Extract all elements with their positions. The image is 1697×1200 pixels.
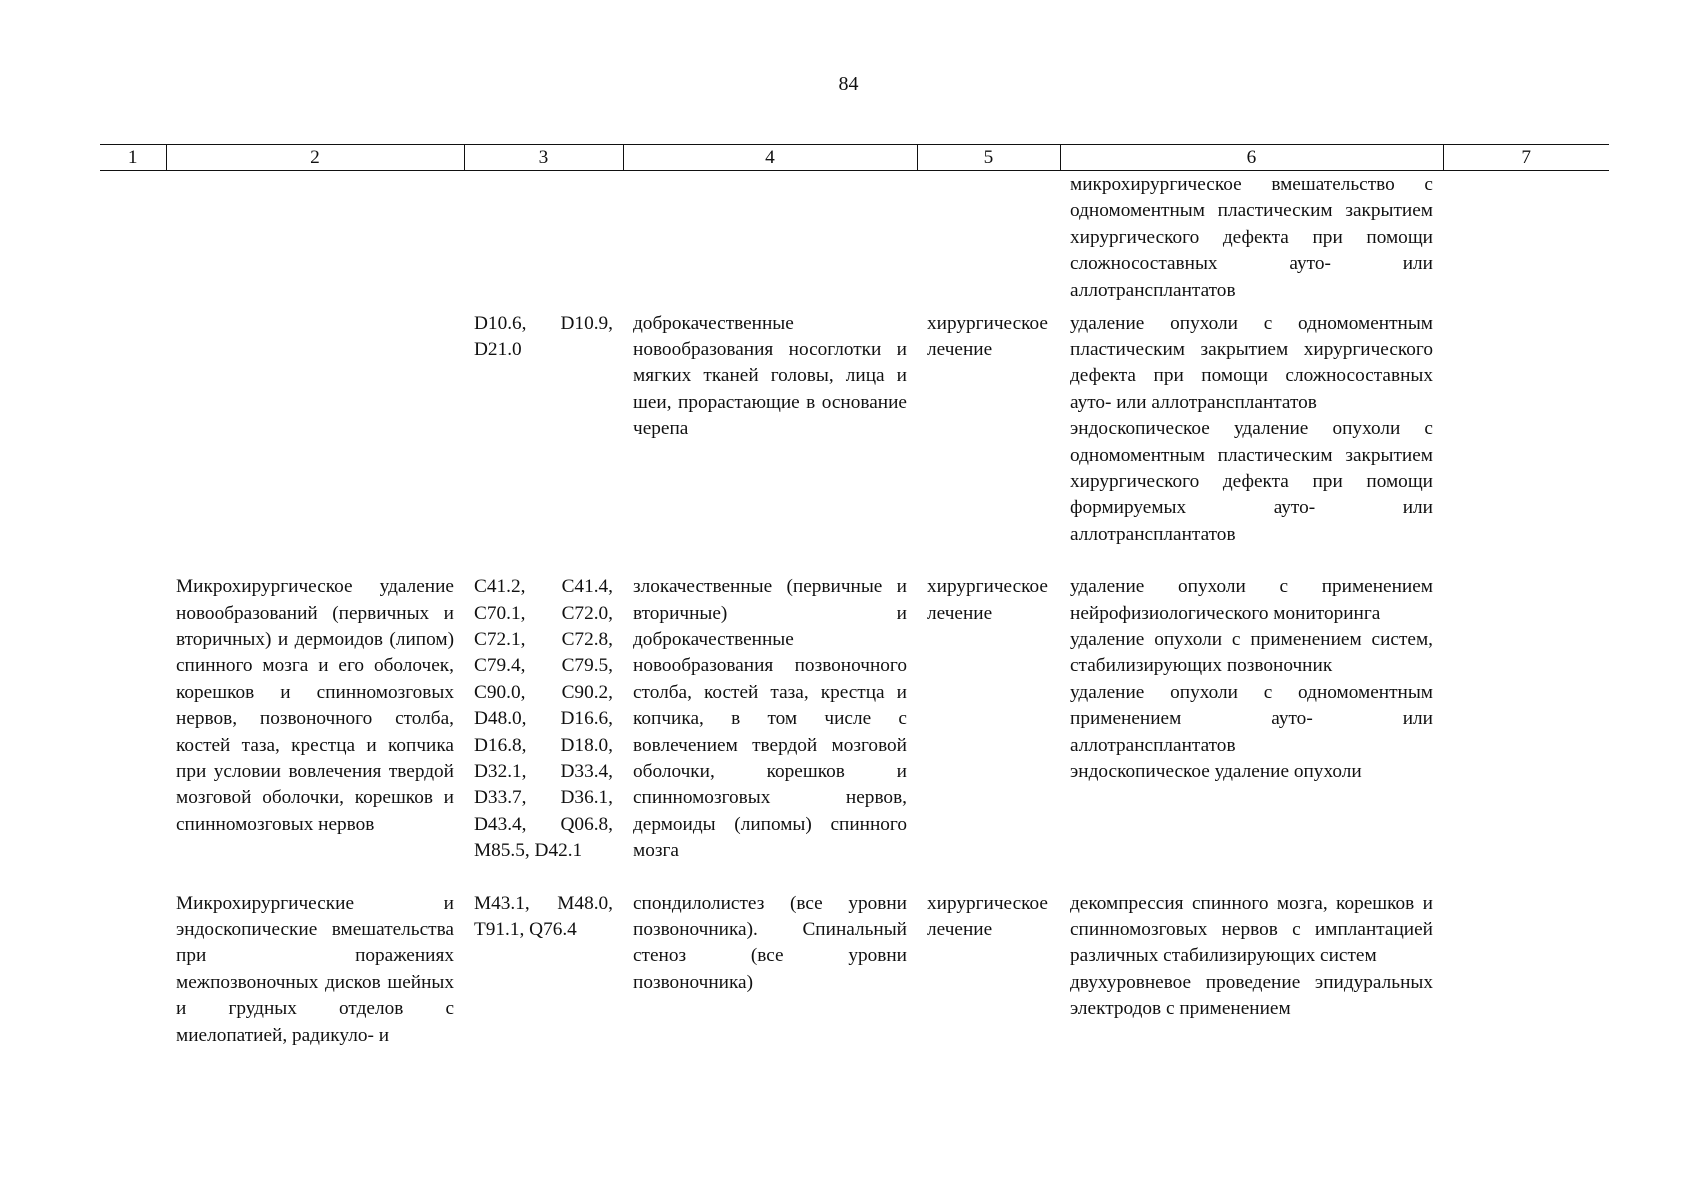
column-header-7: 7 bbox=[1443, 145, 1609, 171]
cell-treatment-method bbox=[1060, 311, 1443, 575]
cell-norm bbox=[1443, 171, 1609, 311]
table-row bbox=[100, 574, 1609, 890]
column-header-6: 6 bbox=[1060, 145, 1443, 171]
column-header-1: 1 bbox=[100, 145, 166, 171]
cell-treatment-method bbox=[1060, 171, 1443, 311]
method-item: удаление опухоли с применением нейрофизиологического мониторинга bbox=[1070, 576, 1433, 624]
cell-treatment-method bbox=[1060, 574, 1443, 890]
cell-icd-codes: D10.6, D10.9, D21.0 bbox=[474, 312, 613, 360]
cell-number bbox=[100, 891, 166, 1075]
column-header-3: 3 bbox=[464, 145, 623, 171]
table-row bbox=[100, 311, 1609, 575]
table-row bbox=[100, 171, 1609, 311]
cell-care-type: Микрохирургические и эндоскопические вмешательства при поражениях межпозвоночных дисков шейных и грудных отделов с миелопатией, радикуло- и bbox=[176, 892, 454, 1046]
procedures-table bbox=[100, 144, 1609, 1075]
cell-diagnosis: спондилолистез (все уровни позвоночника). Спинальный стеноз (все уровни позвоночника) bbox=[633, 892, 907, 993]
method-item: двухуровневое проведение эпидуральных электродов с применением bbox=[1070, 971, 1433, 1020]
cell-norm bbox=[1443, 891, 1609, 1075]
cell-diagnosis bbox=[623, 171, 917, 311]
method-item: эндоскопическое удаление опухоли bbox=[1070, 761, 1362, 782]
cell-care-type bbox=[166, 311, 464, 575]
cell-norm bbox=[1443, 311, 1609, 575]
cell-treatment-type: хирургическое лечение bbox=[927, 892, 1048, 941]
method-item: удаление опухоли с одномоментным пластическим закрытием хирургического дефекта при помощи сложносоставных ауто- или аллотрансплантатов bbox=[1070, 312, 1433, 413]
cell-treatment-type bbox=[917, 171, 1060, 311]
column-header-2: 2 bbox=[166, 145, 464, 171]
page-number: 84 bbox=[838, 73, 859, 95]
cell-icd-codes: C41.2, C41.4, C70.1, C72.0, C72.1, C72.8, C79.4, C79.5, C90.0, C90.2, D48.0, D16.6, D16.8, D18.0, D32.1, D33.4, D33.7, D36.1, D43.4, Q06.8, M85.5, D42.1 bbox=[474, 576, 613, 862]
cell-diagnosis: злокачественные (первичные и вторичные) и доброкачественные новообразования позвоночного столба, костей таза, крестца и копчика, в том числе с вовлечением твердой мозговой оболочки, корешков и спинномозговых нервов, дермоиды (липомы) спинного мозга bbox=[633, 576, 907, 862]
method-item: удаление опухоли с применением систем, стабилизирующих позвоночник bbox=[1070, 628, 1433, 677]
cell-number bbox=[100, 574, 166, 890]
cell-care-type bbox=[166, 171, 464, 311]
method-item: декомпрессия спинного мозга, корешков и спинномозговых нервов с имплантацией различных стабилизирующих систем bbox=[1070, 892, 1433, 967]
cell-treatment-method bbox=[1060, 891, 1443, 1075]
table-header-row bbox=[100, 145, 1609, 171]
cell-treatment-type: хирургическое лечение bbox=[927, 576, 1048, 624]
cell-diagnosis: доброкачественные новообразования носоглотки и мягких тканей головы, лица и шеи, прорастающие в основание черепа bbox=[633, 312, 907, 440]
table-row bbox=[100, 891, 1609, 1075]
cell-treatment-type: хирургическое лечение bbox=[927, 312, 1048, 360]
column-header-5: 5 bbox=[917, 145, 1060, 171]
cell-number bbox=[100, 311, 166, 575]
method-item: эндоскопическое удаление опухоли с одномоментным пластическим закрытием хирургического дефекта при помощи формируемых ауто- или аллотрансплантатов bbox=[1070, 418, 1433, 545]
cell-icd-codes bbox=[464, 171, 623, 311]
method-item: микрохирургическое вмешательство с одномоментным пластическим закрытием хирургического дефекта при помощи сложносоставных ауто- или аллотрансплантатов bbox=[1070, 174, 1433, 301]
cell-number bbox=[100, 171, 166, 311]
cell-care-type: Микрохирургическое удаление новообразований (первичных и вторичных) и дермоидов (липом) спинного мозга и его оболочек, корешков и спинномозговых нервов, позвоночного столба, костей таза, крестца и копчика при условии вовлечения твердой мозговой оболочки, корешков и спинномозговых нервов bbox=[176, 576, 454, 835]
cell-norm bbox=[1443, 574, 1609, 890]
column-header-4: 4 bbox=[623, 145, 917, 171]
cell-icd-codes: M43.1, M48.0, T91.1, Q76.4 bbox=[474, 892, 613, 941]
method-item: удаление опухоли с одномоментным применением ауто- или аллотрансплантатов bbox=[1070, 681, 1433, 756]
